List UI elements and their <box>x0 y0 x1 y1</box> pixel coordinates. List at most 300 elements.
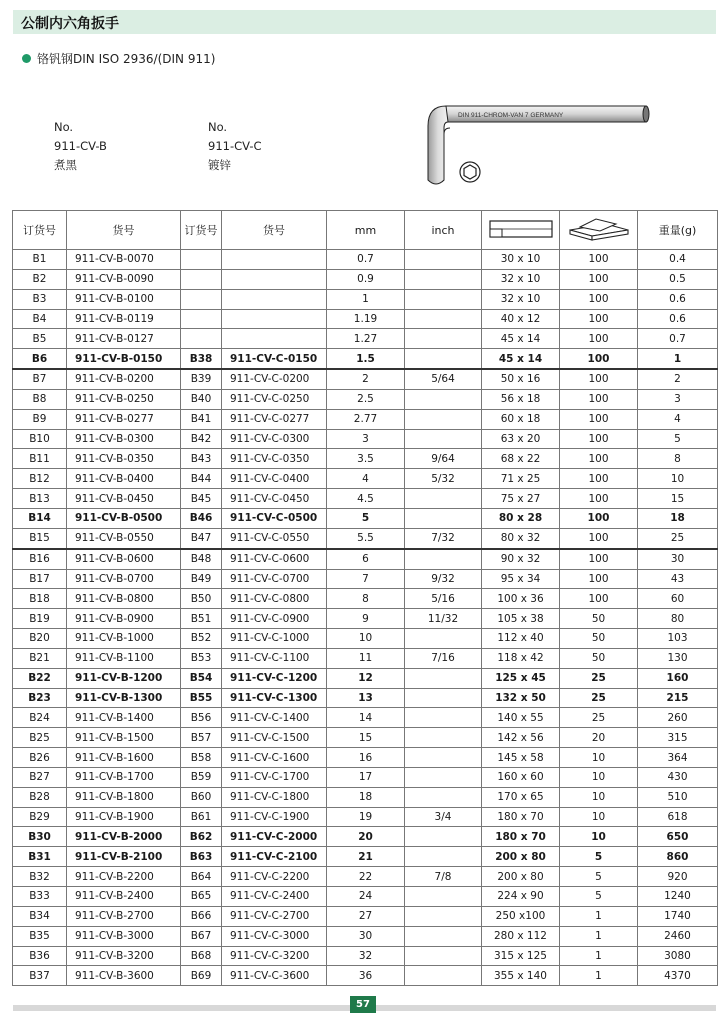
cell-order-no-b: B34 <box>13 906 67 926</box>
cell-order-no-b: B6 <box>13 349 67 369</box>
cell-item-no-b: 911-CV-B-0350 <box>67 449 181 469</box>
cell-weight: 10 <box>638 469 718 489</box>
cell-weight: 650 <box>638 827 718 847</box>
table-row <box>13 528 718 548</box>
pack-qty-icon <box>566 216 632 242</box>
cell-weight: 1 <box>638 349 718 369</box>
cell-box-size: 200 x 80 <box>482 847 560 867</box>
cell-mm: 16 <box>327 748 405 768</box>
cell-pack-qty: 100 <box>560 569 638 589</box>
cell-box-size: 118 x 42 <box>482 648 560 668</box>
cell-mm: 3.5 <box>327 449 405 469</box>
cell-order-no-b: B9 <box>13 409 67 429</box>
col-inch: inch <box>405 211 482 250</box>
cell-order-no-c: B65 <box>181 887 222 907</box>
cell-item-no-b: 911-CV-B-0127 <box>67 329 181 349</box>
cell-order-no-b: B35 <box>13 926 67 946</box>
page-number: 57 <box>350 996 376 1013</box>
cell-pack-qty: 10 <box>560 787 638 807</box>
cell-mm: 4.5 <box>327 489 405 509</box>
cell-item-no-c: 911-CV-C-0350 <box>222 449 327 469</box>
cell-item-no-c: 911-CV-C-1900 <box>222 807 327 827</box>
cell-order-no-c: B38 <box>181 349 222 369</box>
cell-weight: 1240 <box>638 887 718 907</box>
cell-pack-qty: 1 <box>560 926 638 946</box>
cell-item-no-b: 911-CV-B-0070 <box>67 250 181 270</box>
cell-order-no-b: B23 <box>13 688 67 708</box>
cell-inch <box>405 787 482 807</box>
cell-weight: 103 <box>638 629 718 649</box>
cell-box-size: 68 x 22 <box>482 449 560 469</box>
cell-pack-qty: 25 <box>560 668 638 688</box>
cell-item-no-b: 911-CV-B-1400 <box>67 708 181 728</box>
cell-weight: 1740 <box>638 906 718 926</box>
cell-weight: 0.6 <box>638 289 718 309</box>
cell-order-no-c: B40 <box>181 389 222 409</box>
col-order-no-c: 订货号 <box>181 211 222 250</box>
cell-pack-qty: 100 <box>560 429 638 449</box>
cell-weight: 8 <box>638 449 718 469</box>
cell-order-no-b: B26 <box>13 748 67 768</box>
cell-box-size: 142 x 56 <box>482 728 560 748</box>
cell-item-no-c: 911-CV-C-2400 <box>222 887 327 907</box>
cell-item-no-b: 911-CV-B-0277 <box>67 409 181 429</box>
cell-box-size: 40 x 12 <box>482 309 560 329</box>
cell-mm: 9 <box>327 609 405 629</box>
cell-item-no-b: 911-CV-B-0100 <box>67 289 181 309</box>
col-item-no-b: 货号 <box>67 211 181 250</box>
cell-inch <box>405 549 482 569</box>
table-row <box>13 629 718 649</box>
cell-pack-qty: 100 <box>560 349 638 369</box>
cell-inch: 5/16 <box>405 589 482 609</box>
cell-item-no-c: 911-CV-C-1000 <box>222 629 327 649</box>
cell-box-size: 355 x 140 <box>482 966 560 986</box>
cell-item-no-b: 911-CV-B-2200 <box>67 867 181 887</box>
variant-finish: 镀锌 <box>208 158 231 172</box>
cell-box-size: 250 x100 <box>482 906 560 926</box>
cell-inch <box>405 926 482 946</box>
cell-box-size: 45 x 14 <box>482 349 560 369</box>
cell-pack-qty: 100 <box>560 389 638 409</box>
cell-box-size: 112 x 40 <box>482 629 560 649</box>
cell-order-no-c <box>181 250 222 270</box>
cell-item-no-c: 911-CV-C-3200 <box>222 946 327 966</box>
cell-mm: 5 <box>327 508 405 528</box>
cell-weight: 2 <box>638 369 718 389</box>
cell-inch <box>405 309 482 329</box>
cell-mm: 1 <box>327 289 405 309</box>
cell-pack-qty: 100 <box>560 508 638 528</box>
cell-weight: 3080 <box>638 946 718 966</box>
cell-order-no-b: B13 <box>13 489 67 509</box>
cell-pack-qty: 100 <box>560 309 638 329</box>
cell-item-no-c: 911-CV-C-1800 <box>222 787 327 807</box>
cell-order-no-b: B29 <box>13 807 67 827</box>
col-box-size <box>482 211 560 250</box>
cell-order-no-b: B32 <box>13 867 67 887</box>
cell-box-size: 45 x 14 <box>482 329 560 349</box>
col-item-no-c: 货号 <box>222 211 327 250</box>
cell-pack-qty: 100 <box>560 250 638 270</box>
cell-inch <box>405 767 482 787</box>
material-text: 铬钒钢DIN ISO 2936/(DIN 911) <box>37 52 216 66</box>
cell-order-no-c: B63 <box>181 847 222 867</box>
cell-inch <box>405 349 482 369</box>
cell-mm: 3 <box>327 429 405 449</box>
variant-black <box>54 118 107 175</box>
cell-item-no-c: 911-CV-C-0400 <box>222 469 327 489</box>
cell-item-no-b: 911-CV-B-1500 <box>67 728 181 748</box>
cell-item-no-c: 911-CV-C-0200 <box>222 369 327 389</box>
cell-box-size: 200 x 80 <box>482 867 560 887</box>
cell-order-no-c: B59 <box>181 767 222 787</box>
table-row <box>13 349 718 369</box>
cell-inch: 11/32 <box>405 609 482 629</box>
table-row <box>13 906 718 926</box>
cell-order-no-c: B49 <box>181 569 222 589</box>
cell-item-no-b: 911-CV-B-1200 <box>67 668 181 688</box>
cell-inch <box>405 429 482 449</box>
cell-box-size: 105 x 38 <box>482 609 560 629</box>
cell-order-no-b: B17 <box>13 569 67 589</box>
cell-inch: 5/32 <box>405 469 482 489</box>
cell-mm: 1.5 <box>327 349 405 369</box>
cell-mm: 1.27 <box>327 329 405 349</box>
cell-inch <box>405 250 482 270</box>
cell-mm: 2 <box>327 369 405 389</box>
wrench-engraving: DIN 911-CHROM-VAN 7 GERMANY <box>458 112 564 119</box>
cell-order-no-c <box>181 289 222 309</box>
cell-order-no-b: B7 <box>13 369 67 389</box>
cell-inch <box>405 389 482 409</box>
cell-pack-qty: 1 <box>560 946 638 966</box>
table-row <box>13 787 718 807</box>
cell-order-no-b: B20 <box>13 629 67 649</box>
cell-item-no-c: 911-CV-C-2700 <box>222 906 327 926</box>
cell-weight: 43 <box>638 569 718 589</box>
cell-box-size: 50 x 16 <box>482 369 560 389</box>
cell-pack-qty: 10 <box>560 767 638 787</box>
cell-item-no-c: 911-CV-C-0150 <box>222 349 327 369</box>
cell-order-no-b: B27 <box>13 767 67 787</box>
cell-item-no-b: 911-CV-B-0450 <box>67 489 181 509</box>
cell-inch <box>405 847 482 867</box>
cell-inch <box>405 827 482 847</box>
table-row <box>13 449 718 469</box>
cell-item-no-b: 911-CV-B-0500 <box>67 508 181 528</box>
cell-mm: 15 <box>327 728 405 748</box>
cell-order-no-c: B44 <box>181 469 222 489</box>
cell-box-size: 145 x 58 <box>482 748 560 768</box>
cell-pack-qty: 10 <box>560 748 638 768</box>
cell-item-no-c: 911-CV-C-1200 <box>222 668 327 688</box>
table-body <box>13 250 718 986</box>
table-row <box>13 926 718 946</box>
cell-order-no-b: B14 <box>13 508 67 528</box>
cell-item-no-c: 911-CV-C-2200 <box>222 867 327 887</box>
cell-pack-qty: 100 <box>560 449 638 469</box>
table-header-row <box>13 211 718 250</box>
cell-weight: 4370 <box>638 966 718 986</box>
cell-pack-qty: 5 <box>560 867 638 887</box>
cell-weight: 618 <box>638 807 718 827</box>
cell-item-no-c: 911-CV-C-1600 <box>222 748 327 768</box>
cell-weight: 260 <box>638 708 718 728</box>
cell-inch <box>405 508 482 528</box>
cell-inch <box>405 946 482 966</box>
cell-weight: 18 <box>638 508 718 528</box>
cell-item-no-c: 911-CV-C-1300 <box>222 688 327 708</box>
cell-box-size: 170 x 65 <box>482 787 560 807</box>
cell-order-no-b: B36 <box>13 946 67 966</box>
table-row <box>13 569 718 589</box>
cell-weight: 130 <box>638 648 718 668</box>
cell-order-no-c: B69 <box>181 966 222 986</box>
cell-item-no-c: 911-CV-C-2000 <box>222 827 327 847</box>
cell-mm: 36 <box>327 966 405 986</box>
cell-item-no-c: 911-CV-C-0800 <box>222 589 327 609</box>
cell-weight: 0.5 <box>638 269 718 289</box>
cell-inch <box>405 688 482 708</box>
cell-pack-qty: 10 <box>560 807 638 827</box>
cell-item-no-b: 911-CV-B-0119 <box>67 309 181 329</box>
cell-order-no-b: B19 <box>13 609 67 629</box>
box-size-icon <box>488 217 554 241</box>
cell-item-no-b: 911-CV-B-0600 <box>67 549 181 569</box>
cell-inch <box>405 629 482 649</box>
cell-order-no-b: B30 <box>13 827 67 847</box>
cell-mm: 32 <box>327 946 405 966</box>
table-row <box>13 827 718 847</box>
table-row <box>13 887 718 907</box>
cell-item-no-b: 911-CV-B-0150 <box>67 349 181 369</box>
cell-order-no-c: B39 <box>181 369 222 389</box>
cell-mm: 2.77 <box>327 409 405 429</box>
cell-inch <box>405 489 482 509</box>
col-order-no-b: 订货号 <box>13 211 67 250</box>
cell-item-no-b: 911-CV-B-1900 <box>67 807 181 827</box>
table-row <box>13 329 718 349</box>
cell-box-size: 75 x 27 <box>482 489 560 509</box>
cell-order-no-c: B51 <box>181 609 222 629</box>
cell-order-no-b: B10 <box>13 429 67 449</box>
cell-mm: 20 <box>327 827 405 847</box>
cell-order-no-c: B45 <box>181 489 222 509</box>
cell-order-no-c: B64 <box>181 867 222 887</box>
cell-order-no-c: B62 <box>181 827 222 847</box>
cell-weight: 920 <box>638 867 718 887</box>
cell-item-no-b: 911-CV-B-0700 <box>67 569 181 589</box>
cell-weight: 2460 <box>638 926 718 946</box>
col-weight: 重量(g) <box>638 211 718 250</box>
cell-mm: 19 <box>327 807 405 827</box>
cell-item-no-c: 911-CV-C-0600 <box>222 549 327 569</box>
table-row <box>13 269 718 289</box>
cell-weight: 430 <box>638 767 718 787</box>
table-row <box>13 648 718 668</box>
cell-mm: 21 <box>327 847 405 867</box>
cell-mm: 14 <box>327 708 405 728</box>
cell-item-no-c: 911-CV-C-1500 <box>222 728 327 748</box>
cell-inch <box>405 269 482 289</box>
cell-mm: 27 <box>327 906 405 926</box>
cell-order-no-c: B43 <box>181 449 222 469</box>
cell-mm: 24 <box>327 887 405 907</box>
cell-weight: 3 <box>638 389 718 409</box>
cell-order-no-b: B21 <box>13 648 67 668</box>
cell-order-no-c: B47 <box>181 528 222 548</box>
material-line <box>22 50 215 67</box>
cell-item-no-c: 911-CV-C-2100 <box>222 847 327 867</box>
table-row <box>13 966 718 986</box>
cell-inch <box>405 887 482 907</box>
table-row <box>13 688 718 708</box>
cell-box-size: 32 x 10 <box>482 269 560 289</box>
cell-order-no-b: B2 <box>13 269 67 289</box>
cell-box-size: 30 x 10 <box>482 250 560 270</box>
cell-box-size: 132 x 50 <box>482 688 560 708</box>
cell-pack-qty: 100 <box>560 489 638 509</box>
cell-pack-qty: 25 <box>560 688 638 708</box>
cell-weight: 0.7 <box>638 329 718 349</box>
cell-order-no-c: B55 <box>181 688 222 708</box>
cell-item-no-b: 911-CV-B-0200 <box>67 369 181 389</box>
cell-item-no-c: 911-CV-C-0450 <box>222 489 327 509</box>
cell-pack-qty: 50 <box>560 629 638 649</box>
table-row <box>13 668 718 688</box>
cell-box-size: 125 x 45 <box>482 668 560 688</box>
cell-weight: 5 <box>638 429 718 449</box>
cell-pack-qty: 100 <box>560 549 638 569</box>
cell-item-no-b: 911-CV-B-2000 <box>67 827 181 847</box>
cell-weight: 315 <box>638 728 718 748</box>
cell-order-no-c: B68 <box>181 946 222 966</box>
cell-order-no-b: B1 <box>13 250 67 270</box>
cell-item-no-b: 911-CV-B-0250 <box>67 389 181 409</box>
table-row <box>13 728 718 748</box>
cell-pack-qty: 100 <box>560 369 638 389</box>
cell-pack-qty: 5 <box>560 847 638 867</box>
cell-box-size: 90 x 32 <box>482 549 560 569</box>
cell-order-no-b: B16 <box>13 549 67 569</box>
cell-order-no-c: B67 <box>181 926 222 946</box>
cell-pack-qty: 20 <box>560 728 638 748</box>
cell-item-no-b: 911-CV-B-0800 <box>67 589 181 609</box>
cell-pack-qty: 10 <box>560 827 638 847</box>
table-row <box>13 469 718 489</box>
cell-item-no-b: 911-CV-B-2700 <box>67 906 181 926</box>
cell-item-no-b: 911-CV-B-0900 <box>67 609 181 629</box>
cell-weight: 15 <box>638 489 718 509</box>
cell-order-no-c: B57 <box>181 728 222 748</box>
table-row <box>13 289 718 309</box>
cell-item-no-c: 911-CV-C-1700 <box>222 767 327 787</box>
cell-order-no-b: B24 <box>13 708 67 728</box>
table-row <box>13 389 718 409</box>
cell-pack-qty: 100 <box>560 289 638 309</box>
cell-inch <box>405 708 482 728</box>
cell-order-no-c <box>181 309 222 329</box>
cell-inch <box>405 966 482 986</box>
cell-mm: 18 <box>327 787 405 807</box>
cell-mm: 7 <box>327 569 405 589</box>
cell-item-no-c <box>222 250 327 270</box>
cell-item-no-c: 911-CV-C-1100 <box>222 648 327 668</box>
cell-inch <box>405 906 482 926</box>
variant-finish: 煮黑 <box>54 158 77 172</box>
cell-item-no-b: 911-CV-B-0090 <box>67 269 181 289</box>
cell-item-no-b: 911-CV-B-3000 <box>67 926 181 946</box>
cell-mm: 5.5 <box>327 528 405 548</box>
cell-order-no-c: B58 <box>181 748 222 768</box>
cell-pack-qty: 50 <box>560 609 638 629</box>
table-row <box>13 549 718 569</box>
table-row <box>13 429 718 449</box>
bullet-icon <box>22 54 31 63</box>
variant-no-label: No. <box>54 120 74 134</box>
cell-inch: 7/8 <box>405 867 482 887</box>
cell-box-size: 80 x 32 <box>482 528 560 548</box>
cell-box-size: 315 x 125 <box>482 946 560 966</box>
page-title: 公制内六角扳手 <box>21 16 119 32</box>
cell-item-no-b: 911-CV-B-2400 <box>67 887 181 907</box>
cell-order-no-c: B52 <box>181 629 222 649</box>
cell-mm: 10 <box>327 629 405 649</box>
cell-item-no-c: 911-CV-C-3000 <box>222 926 327 946</box>
cell-item-no-c <box>222 269 327 289</box>
col-mm: mm <box>327 211 405 250</box>
cell-item-no-c <box>222 329 327 349</box>
cell-weight: 160 <box>638 668 718 688</box>
cell-mm: 30 <box>327 926 405 946</box>
cell-order-no-c: B56 <box>181 708 222 728</box>
cell-box-size: 95 x 34 <box>482 569 560 589</box>
table-row <box>13 508 718 528</box>
cell-item-no-c: 911-CV-C-0300 <box>222 429 327 449</box>
cell-mm: 1.19 <box>327 309 405 329</box>
cell-order-no-c: B50 <box>181 589 222 609</box>
cell-pack-qty: 100 <box>560 469 638 489</box>
variant-code: 911-CV-C <box>208 139 262 153</box>
table-row <box>13 767 718 787</box>
cell-mm: 0.7 <box>327 250 405 270</box>
variant-no-label: No. <box>208 120 228 134</box>
cell-order-no-b: B3 <box>13 289 67 309</box>
cell-mm: 17 <box>327 767 405 787</box>
cell-item-no-c: 911-CV-C-0900 <box>222 609 327 629</box>
cell-order-no-b: B15 <box>13 528 67 548</box>
cell-inch <box>405 409 482 429</box>
table-row <box>13 847 718 867</box>
cell-weight: 364 <box>638 748 718 768</box>
cell-mm: 2.5 <box>327 389 405 409</box>
cell-order-no-c: B41 <box>181 409 222 429</box>
table-row <box>13 807 718 827</box>
variant-zinc <box>208 118 262 175</box>
cell-inch: 9/64 <box>405 449 482 469</box>
cell-pack-qty: 50 <box>560 648 638 668</box>
cell-item-no-b: 911-CV-B-0400 <box>67 469 181 489</box>
cell-item-no-c: 911-CV-C-1400 <box>222 708 327 728</box>
cell-inch <box>405 668 482 688</box>
cell-order-no-c: B42 <box>181 429 222 449</box>
cell-order-no-c: B54 <box>181 668 222 688</box>
cell-weight: 60 <box>638 589 718 609</box>
cell-order-no-b: B5 <box>13 329 67 349</box>
cell-item-no-c: 911-CV-C-0250 <box>222 389 327 409</box>
cell-box-size: 56 x 18 <box>482 389 560 409</box>
